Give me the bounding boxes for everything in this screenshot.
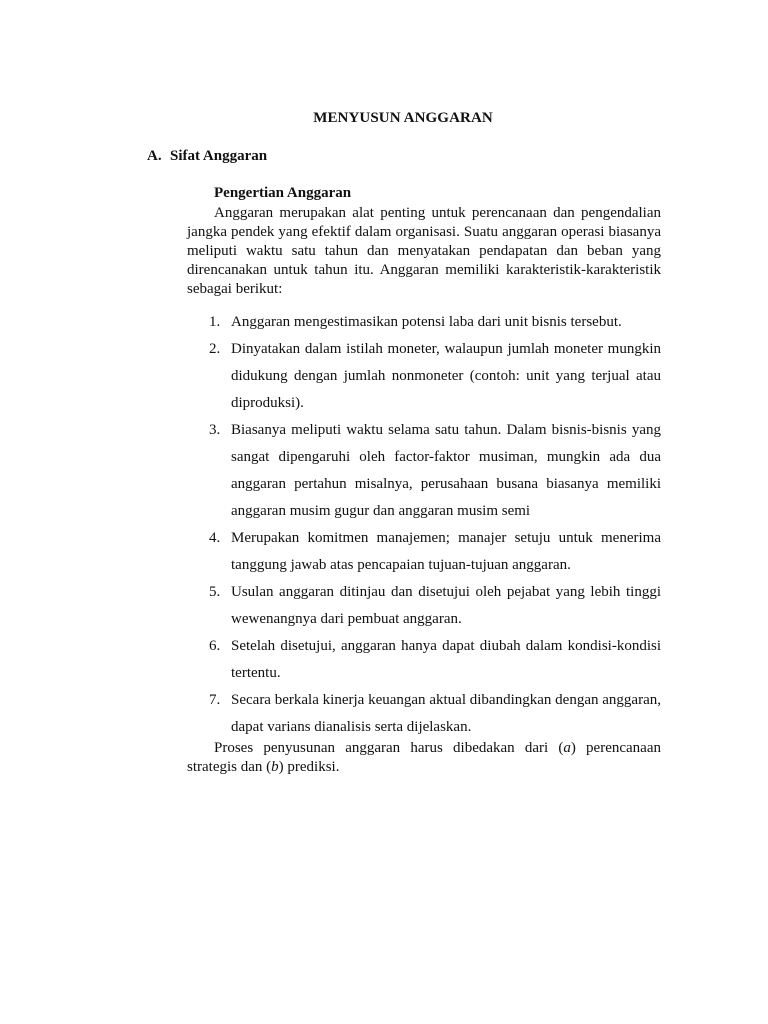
characteristics-list	[187, 309, 661, 741]
list-item	[187, 633, 661, 687]
closing-italic-b: b	[271, 759, 279, 775]
list-item-number: 5.	[209, 584, 221, 600]
section-heading	[147, 148, 267, 165]
list-item-text: Dinyatakan dalam istilah moneter, walaupun jumlah moneter mungkin didukung dengan jumlah nonmoneter (contoh: unit yang terjual atau diproduksi).	[231, 341, 661, 411]
closing-text-part2: ) perencanaan strategis dan (	[187, 740, 661, 775]
list-item-text: Anggaran mengestimasikan potensi laba dari unit bisnis tersebut.	[231, 314, 622, 330]
document-title: MENYUSUN ANGGARAN	[313, 110, 493, 126]
list-item-number: 6.	[209, 638, 221, 654]
intro-paragraph: Anggaran merupakan alat penting untuk perencanaan dan pengendalian jangka pendek yang efektif dalam organisasi. Suatu anggaran operasi biasanya meliputi waktu satu tahun dan menyatakan pendapatan dan beban yang direncanakan untuk tahun itu. Anggaran memiliki karakteristik-karakteristik sebagai berikut:	[187, 205, 661, 297]
list-item-text: Merupakan komitmen manajemen; manajer setuju untuk menerima tanggung jawab atas pencapaian tujuan-tujuan anggaran.	[231, 530, 661, 573]
closing-text-part3: ) prediksi.	[278, 759, 340, 775]
list-item-number: 2.	[209, 341, 221, 357]
list-item	[187, 525, 661, 579]
closing-paragraph	[187, 739, 661, 777]
list-item	[187, 336, 661, 417]
closing-italic-a: a	[563, 740, 571, 756]
list-item-number: 4.	[209, 530, 221, 546]
list-item-number: 1.	[209, 314, 221, 330]
subsection-title: Pengertian Anggaran	[214, 185, 352, 201]
section-letter: A.	[147, 148, 162, 164]
list-item	[187, 417, 661, 525]
closing-text-part1: Proses penyusunan anggaran harus dibedakan dari (	[214, 740, 564, 756]
list-item	[187, 309, 661, 336]
list-item	[187, 687, 661, 741]
list-item-text: Setelah disetujui, anggaran hanya dapat diubah dalam kondisi-kondisi tertentu.	[231, 638, 661, 681]
list-item	[187, 579, 661, 633]
list-item-text: Usulan anggaran ditinjau dan disetujui oleh pejabat yang lebih tinggi wewenangnya dari pembuat anggaran.	[231, 584, 661, 627]
list-item-number: 3.	[209, 422, 221, 438]
list-item-number: 7.	[209, 692, 221, 708]
section-title: Sifat Anggaran	[170, 148, 268, 164]
list-item-text: Biasanya meliputi waktu selama satu tahun. Dalam bisnis-bisnis yang sangat dipengaruhi oleh factor-faktor musiman, mungkin ada dua anggaran pertahun misalnya, perusahaan busana biasanya memiliki anggaran musim gugur dan anggaran musim semi	[231, 422, 661, 519]
list-item-text: Secara berkala kinerja keuangan aktual dibandingkan dengan anggaran, dapat varians dianalisis serta dijelaskan.	[231, 692, 661, 735]
